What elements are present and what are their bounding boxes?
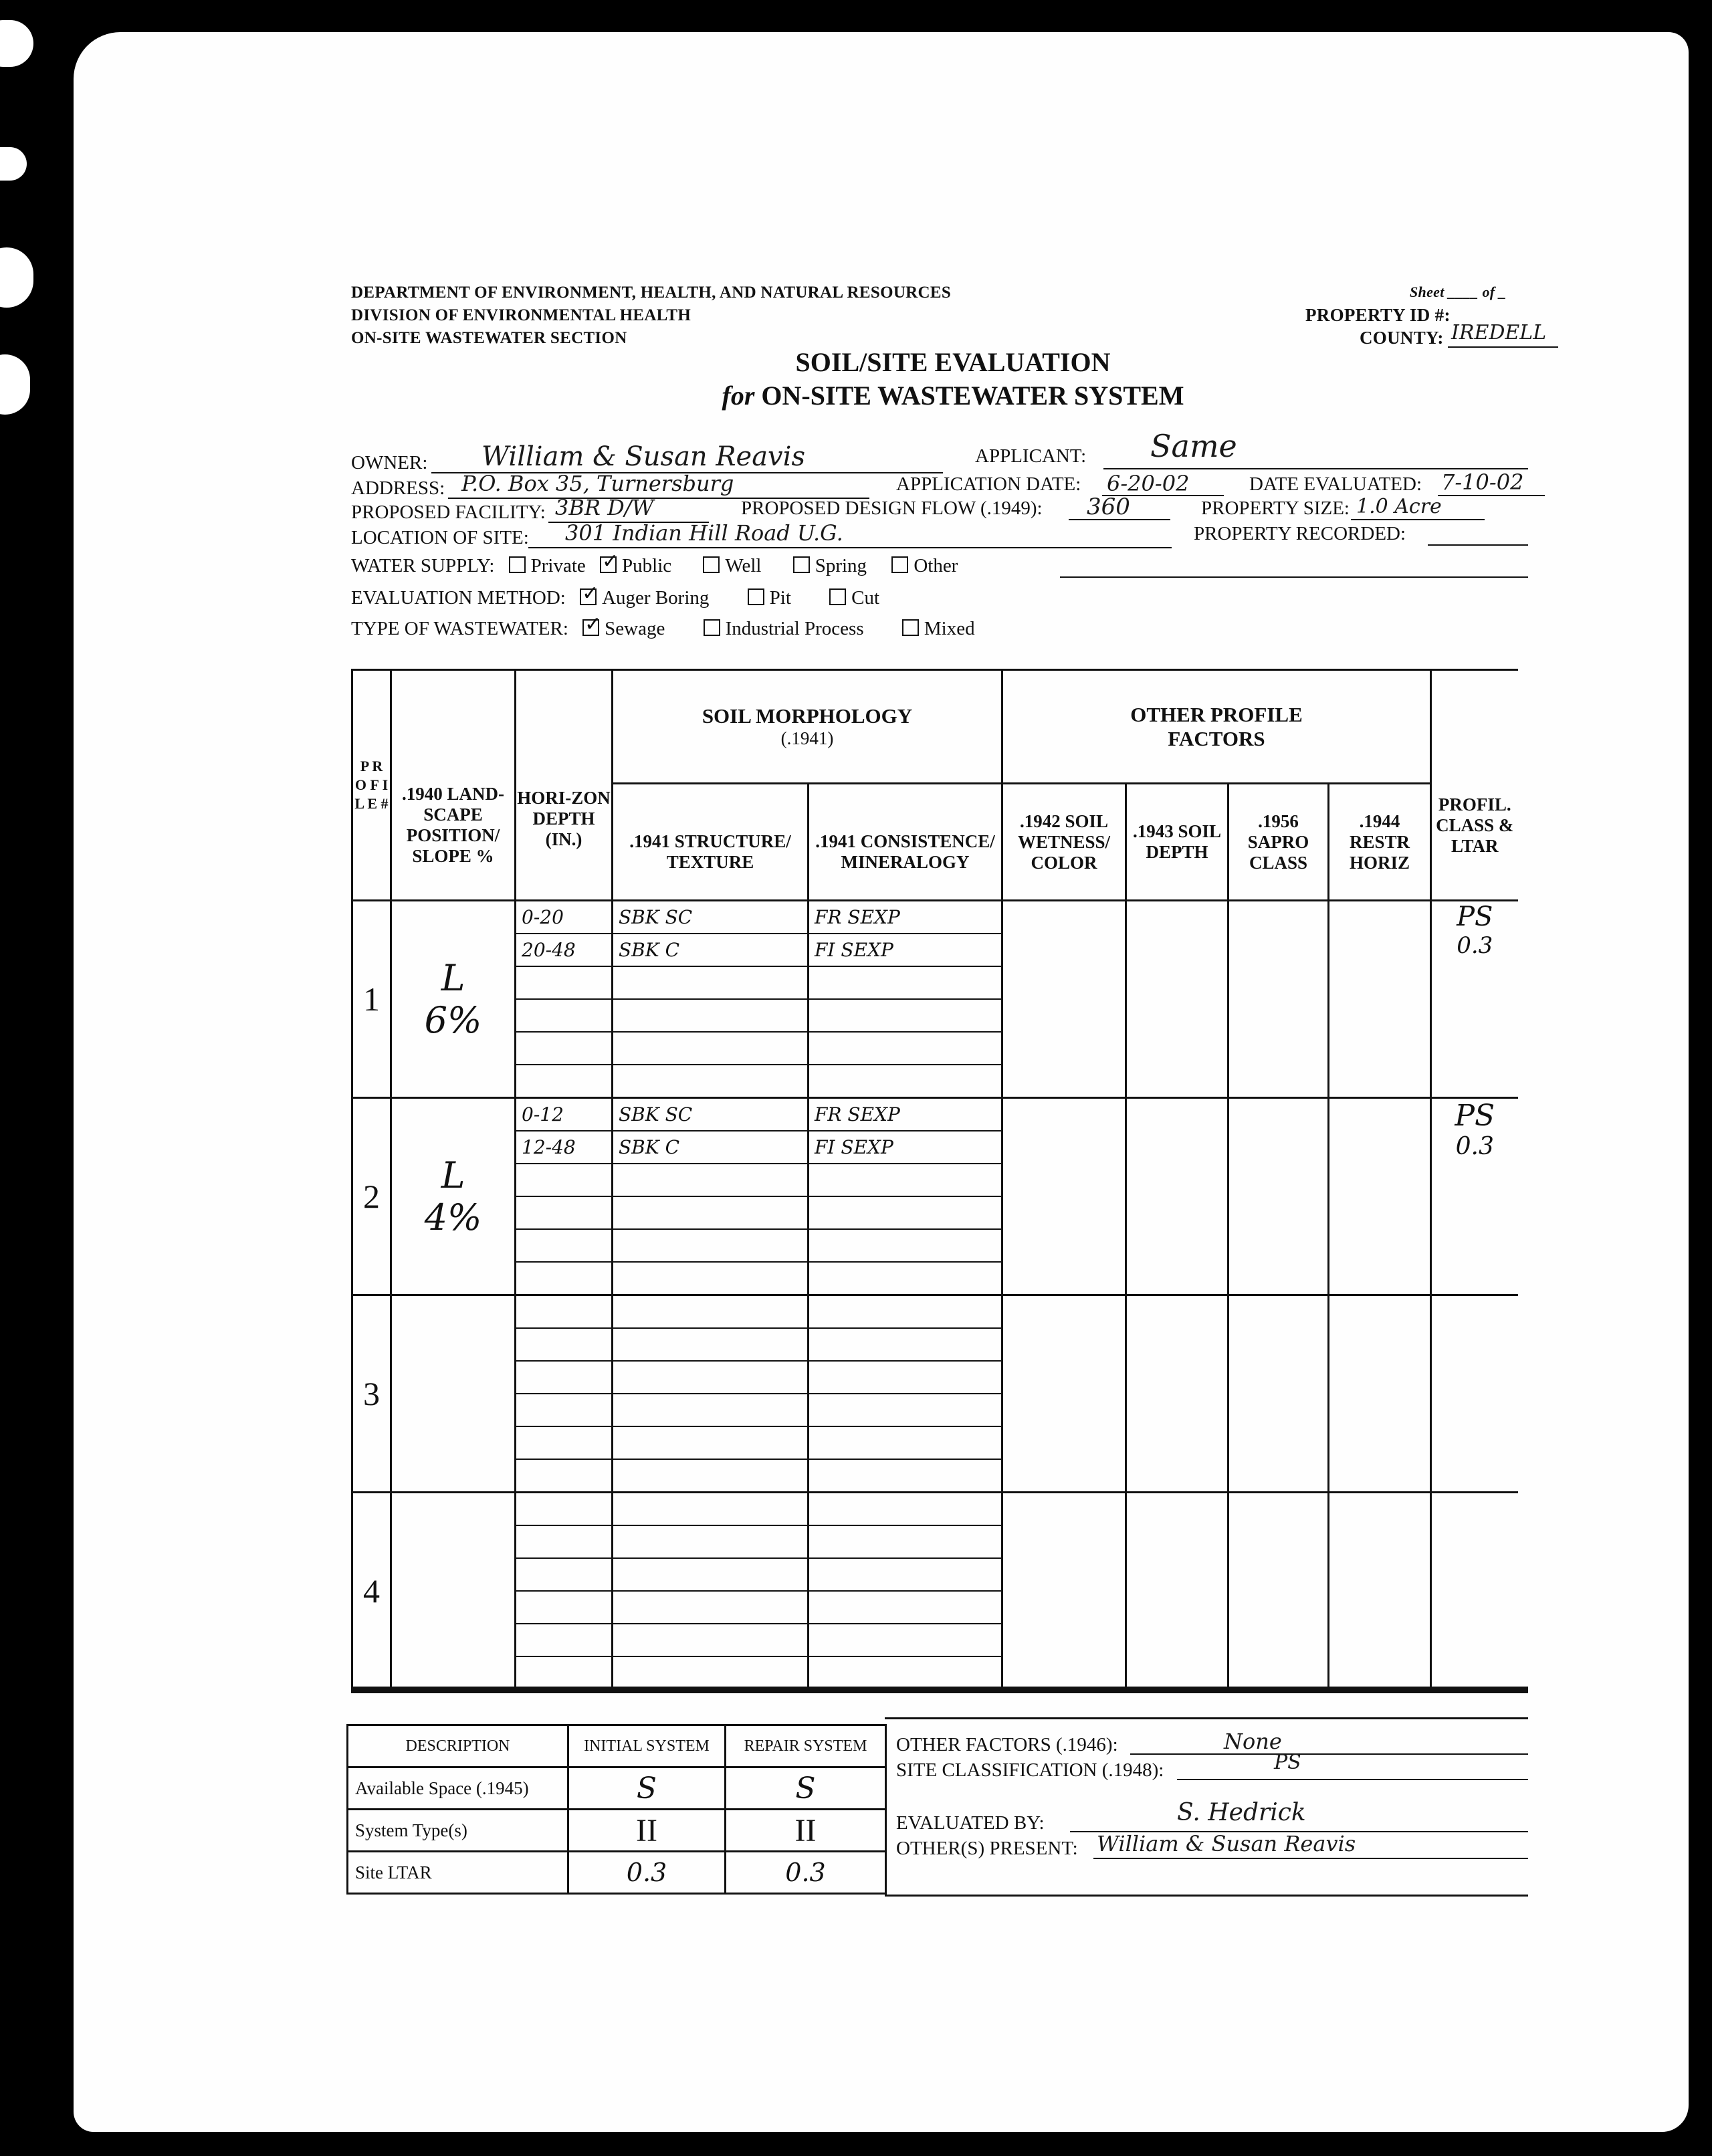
public-label: Public [622, 555, 672, 576]
other-checkbox[interactable] [891, 556, 908, 573]
dept-line-3: ON-SITE WASTEWATER SECTION [351, 329, 627, 347]
page-title: SOIL/SITE EVALUATION [795, 347, 1111, 377]
other-water-line [1060, 576, 1528, 578]
available-space-label: Available Space (.1945) [348, 1767, 568, 1810]
property-id-label: PROPERTY ID #: [1305, 305, 1451, 325]
other-factors-label: OTHER FACTORS (.1946): [896, 1734, 1118, 1755]
cut-checkbox[interactable] [829, 588, 846, 605]
private-checkbox[interactable] [509, 556, 526, 573]
profile-number: 2 [352, 1098, 391, 1295]
evaluation-method-label: EVALUATION METHOD: [351, 587, 566, 609]
pit-checkbox[interactable] [748, 588, 764, 605]
auger-boring-checkbox[interactable] [580, 588, 597, 605]
table-row [352, 1295, 1518, 1493]
applicant-value: Same [1150, 428, 1237, 464]
property-size-value: 1.0 Acre [1356, 495, 1442, 518]
restr-header: .1944 RESTR HORIZ [1329, 784, 1431, 901]
property-recorded-line [1428, 544, 1528, 546]
site-ltar-initial: 0.3 [568, 1852, 726, 1894]
soil-depth-header: .1943 SOIL DEPTH [1126, 784, 1228, 901]
owner-label: OWNER: [351, 452, 428, 473]
other-factors-value: None [1224, 1729, 1282, 1754]
property-size-line [1351, 519, 1485, 520]
wetness-header: .1942 SOIL WETNESS/ COLOR [1002, 784, 1126, 901]
date-evaluated-line [1438, 495, 1545, 496]
evaluated-by-value: S. Hedrick [1177, 1799, 1306, 1826]
sewage-checkbox[interactable] [582, 619, 599, 636]
system-type-repair: II [726, 1810, 886, 1852]
pit-label: Pit [769, 587, 791, 609]
sheet-label: Sheet ____ of _ [1410, 284, 1507, 300]
structure-cell: SBK SC SBK C [613, 901, 809, 1098]
profile-number: 3 [352, 1295, 391, 1493]
description-header: DESCRIPTION [348, 1725, 568, 1767]
page-subtitle: for ON-SITE WASTEWATER SYSTEM [722, 381, 1184, 411]
binder-hole-icon [0, 147, 27, 181]
soil-morphology-header: SOIL MORPHOLOGY (.1941) [613, 670, 1002, 784]
profile-class-cell: PS 0.3 [1431, 901, 1518, 1098]
owner-value: William & Susan Reavis [481, 441, 805, 472]
wastewater-row [351, 618, 975, 640]
applicant-label: APPLICANT: [975, 445, 1087, 467]
other-factors-line [1130, 1753, 1528, 1755]
county-label: COUNTY: [1360, 328, 1444, 348]
consistence-cell: FR SEXP FI SEXP [809, 1098, 1002, 1295]
repair-system-header: REPAIR SYSTEM [726, 1725, 886, 1767]
dept-line-2: DIVISION OF ENVIRONMENTAL HEALTH [351, 306, 691, 324]
location-value: 301 Indian Hill Road U.G. [565, 520, 843, 546]
others-present-line [1093, 1858, 1528, 1859]
initial-system-header: INITIAL SYSTEM [568, 1725, 726, 1767]
auger-boring-label: Auger Boring [602, 587, 710, 609]
address-label: ADDRESS: [351, 477, 445, 499]
design-flow-value: 360 [1087, 494, 1130, 520]
spring-checkbox[interactable] [793, 556, 810, 573]
site-ltar-repair: 0.3 [726, 1852, 886, 1894]
profile-class-header: PROFIL. CLASS & LTAR [1431, 670, 1518, 901]
other-label: Other [914, 555, 958, 576]
site-ltar-label: Site LTAR [348, 1852, 568, 1894]
horizon-cell: 0-12 12-48 [516, 1098, 613, 1295]
profile-number: 4 [352, 1493, 391, 1690]
date-evaluated-label: DATE EVALUATED: [1249, 473, 1422, 495]
site-class-line [1177, 1779, 1528, 1780]
mixed-checkbox[interactable] [902, 619, 919, 636]
landscape-header: .1940 LAND-SCAPE POSITION/ SLOPE % [391, 670, 516, 901]
system-summary-table [346, 1724, 887, 1895]
county-value: IREDELL [1451, 321, 1547, 344]
location-label: LOCATION OF SITE: [351, 527, 529, 548]
other-factors-header: OTHER PROFILE FACTORS [1002, 670, 1431, 784]
evaluated-by-label: EVALUATED BY: [896, 1812, 1045, 1834]
dept-line-1: DEPARTMENT OF ENVIRONMENT, HEALTH, AND NATURAL RESOURCES [351, 284, 952, 302]
industrial-label: Industrial Process [725, 618, 864, 639]
available-space-repair: S [726, 1767, 886, 1810]
wastewater-label: TYPE OF WASTEWATER: [351, 618, 568, 639]
location-line [528, 547, 1172, 548]
sewage-label: Sewage [605, 618, 665, 639]
system-type-initial: II [568, 1810, 726, 1852]
table-row [352, 1098, 1518, 1295]
property-size-label: PROPERTY SIZE: [1201, 498, 1350, 519]
others-present-label: OTHER(S) PRESENT: [896, 1838, 1078, 1859]
horizon-header: HORI-ZON DEPTH (IN.) [516, 670, 613, 901]
proposed-facility-label: PROPOSED FACILITY: [351, 502, 546, 523]
structure-header: .1941 STRUCTURE/ TEXTURE [613, 784, 809, 901]
table-row [352, 1493, 1518, 1690]
well-label: Well [725, 555, 762, 576]
horizon-cell: 0-20 20-48 [516, 901, 613, 1098]
spring-label: Spring [815, 555, 867, 576]
address-value: P.O. Box 35, Turnersburg [461, 471, 734, 496]
consistence-cell: FR SEXP FI SEXP [809, 901, 1002, 1098]
well-checkbox[interactable] [703, 556, 720, 573]
date-evaluated-value: 7-10-02 [1441, 469, 1524, 495]
binder-hole-icon [0, 20, 33, 67]
system-type-label: System Type(s) [348, 1810, 568, 1852]
site-class-value: PS [1274, 1751, 1301, 1774]
others-present-value: William & Susan Reavis [1097, 1831, 1356, 1856]
structure-cell: SBK SC SBK C [613, 1098, 809, 1295]
landscape-cell: L 4% [391, 1098, 516, 1295]
soil-evaluation-table [351, 669, 1518, 1691]
profile-header: P R O F I L E # [352, 670, 391, 901]
table-row [352, 901, 1518, 1098]
evaluation-method-row [351, 587, 879, 609]
public-checkbox[interactable] [600, 556, 617, 573]
site-class-label: SITE CLASSIFICATION (.1948): [896, 1759, 1164, 1781]
application-date-value: 6-20-02 [1107, 471, 1190, 496]
property-recorded-label: PROPERTY RECORDED: [1194, 523, 1406, 544]
mixed-label: Mixed [924, 618, 975, 639]
profile-number: 1 [352, 901, 391, 1098]
application-date-label: APPLICATION DATE: [896, 473, 1081, 495]
design-flow-label: PROPOSED DESIGN FLOW (.1949): [741, 498, 1043, 519]
binder-hole-icon [0, 247, 33, 308]
private-label: Private [530, 555, 586, 576]
landscape-cell: L 6% [391, 901, 516, 1098]
available-space-initial: S [568, 1767, 726, 1810]
table-bottom-rule [351, 1687, 1528, 1693]
consistence-header: .1941 CONSISTENCE/ MINERALOGY [809, 784, 1002, 901]
profile-class-cell: PS 0.3 [1431, 1098, 1518, 1295]
industrial-checkbox[interactable] [704, 619, 720, 636]
cut-label: Cut [851, 587, 880, 609]
water-supply-label: WATER SUPPLY: [351, 555, 495, 576]
proposed-facility-value: 3BR D/W [555, 495, 654, 520]
sapro-header: .1956 SAPRO CLASS [1228, 784, 1329, 901]
water-supply-row [351, 555, 958, 577]
